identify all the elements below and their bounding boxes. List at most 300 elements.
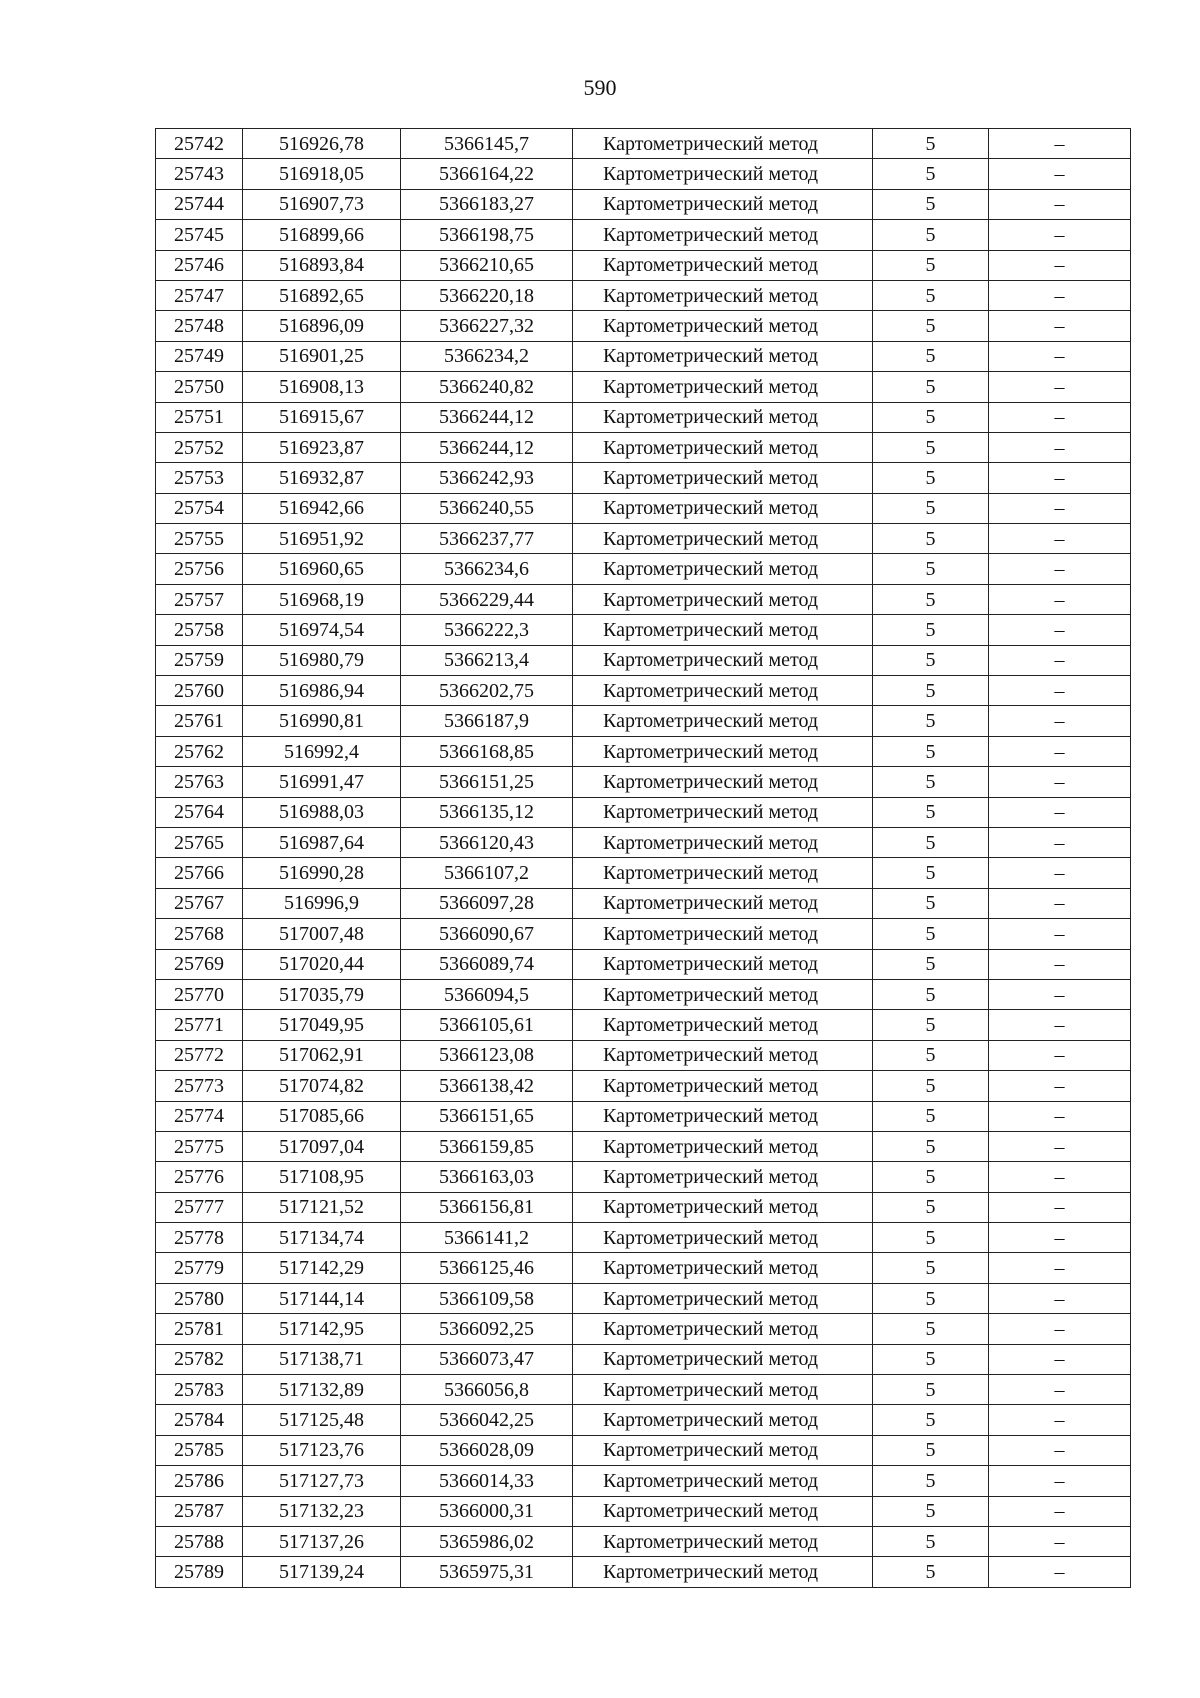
y-coordinate-cell: 5366089,74	[401, 949, 573, 979]
note-cell: –	[989, 372, 1131, 402]
table-row	[156, 1375, 1131, 1405]
y-coordinate-cell: 5366213,4	[401, 645, 573, 675]
point-number-cell: 25742	[156, 129, 243, 159]
point-number-cell: 25785	[156, 1435, 243, 1465]
table-row	[156, 1435, 1131, 1465]
x-coordinate-cell: 517085,66	[243, 1101, 401, 1131]
table-row	[156, 827, 1131, 857]
x-coordinate-cell: 516990,28	[243, 858, 401, 888]
point-number-cell: 25789	[156, 1557, 243, 1587]
table-row	[156, 311, 1131, 341]
y-coordinate-cell: 5366135,12	[401, 797, 573, 827]
x-coordinate-cell: 516893,84	[243, 250, 401, 280]
y-coordinate-cell: 5366138,42	[401, 1071, 573, 1101]
x-coordinate-cell: 516980,79	[243, 645, 401, 675]
table-row	[156, 1162, 1131, 1192]
coordinates-table-body	[156, 129, 1131, 1588]
note-cell: –	[989, 888, 1131, 918]
table-row	[156, 463, 1131, 493]
accuracy-cell: 5	[873, 584, 989, 614]
y-coordinate-cell: 5366097,28	[401, 888, 573, 918]
accuracy-cell: 5	[873, 311, 989, 341]
point-number-cell: 25766	[156, 858, 243, 888]
point-number-cell: 25748	[156, 311, 243, 341]
accuracy-cell: 5	[873, 676, 989, 706]
note-cell: –	[989, 1466, 1131, 1496]
point-number-cell: 25745	[156, 220, 243, 250]
x-coordinate-cell: 516892,65	[243, 280, 401, 310]
x-coordinate-cell: 516899,66	[243, 220, 401, 250]
point-number-cell: 25758	[156, 615, 243, 645]
accuracy-cell: 5	[873, 797, 989, 827]
x-coordinate-cell: 517121,52	[243, 1192, 401, 1222]
x-coordinate-cell: 516987,64	[243, 827, 401, 857]
accuracy-cell: 5	[873, 1496, 989, 1526]
note-cell: –	[989, 706, 1131, 736]
method-cell: Картометрический метод	[573, 1040, 873, 1070]
y-coordinate-cell: 5366164,22	[401, 159, 573, 189]
method-cell: Картометрический метод	[573, 676, 873, 706]
x-coordinate-cell: 516996,9	[243, 888, 401, 918]
table-row	[156, 888, 1131, 918]
method-cell: Картометрический метод	[573, 1344, 873, 1374]
accuracy-cell: 5	[873, 1557, 989, 1587]
y-coordinate-cell: 5366244,12	[401, 402, 573, 432]
note-cell: –	[989, 280, 1131, 310]
accuracy-cell: 5	[873, 129, 989, 159]
table-row	[156, 1466, 1131, 1496]
method-cell: Картометрический метод	[573, 1162, 873, 1192]
point-number-cell: 25762	[156, 736, 243, 766]
x-coordinate-cell: 516932,87	[243, 463, 401, 493]
x-coordinate-cell: 517007,48	[243, 919, 401, 949]
point-number-cell: 25755	[156, 524, 243, 554]
method-cell: Картометрический метод	[573, 1283, 873, 1313]
accuracy-cell: 5	[873, 919, 989, 949]
y-coordinate-cell: 5366202,75	[401, 676, 573, 706]
point-number-cell: 25775	[156, 1131, 243, 1161]
y-coordinate-cell: 5366151,65	[401, 1101, 573, 1131]
point-number-cell: 25750	[156, 372, 243, 402]
method-cell: Картометрический метод	[573, 1192, 873, 1222]
x-coordinate-cell: 516907,73	[243, 189, 401, 219]
accuracy-cell: 5	[873, 1283, 989, 1313]
x-coordinate-cell: 516942,66	[243, 493, 401, 523]
method-cell: Картометрический метод	[573, 554, 873, 584]
accuracy-cell: 5	[873, 1101, 989, 1131]
note-cell: –	[989, 949, 1131, 979]
point-number-cell: 25777	[156, 1192, 243, 1222]
x-coordinate-cell: 517132,89	[243, 1375, 401, 1405]
x-coordinate-cell: 517139,24	[243, 1557, 401, 1587]
point-number-cell: 25744	[156, 189, 243, 219]
table-row	[156, 159, 1131, 189]
point-number-cell: 25753	[156, 463, 243, 493]
y-coordinate-cell: 5366000,31	[401, 1496, 573, 1526]
y-coordinate-cell: 5366187,9	[401, 706, 573, 736]
method-cell: Картометрический метод	[573, 858, 873, 888]
table-row	[156, 858, 1131, 888]
point-number-cell: 25751	[156, 402, 243, 432]
method-cell: Картометрический метод	[573, 1131, 873, 1161]
method-cell: Картометрический метод	[573, 311, 873, 341]
note-cell: –	[989, 1253, 1131, 1283]
note-cell: –	[989, 1040, 1131, 1070]
y-coordinate-cell: 5366145,7	[401, 129, 573, 159]
point-number-cell: 25782	[156, 1344, 243, 1374]
accuracy-cell: 5	[873, 1435, 989, 1465]
accuracy-cell: 5	[873, 189, 989, 219]
note-cell: –	[989, 1314, 1131, 1344]
accuracy-cell: 5	[873, 1131, 989, 1161]
point-number-cell: 25752	[156, 432, 243, 462]
table-row	[156, 1101, 1131, 1131]
point-number-cell: 25779	[156, 1253, 243, 1283]
y-coordinate-cell: 5366109,58	[401, 1283, 573, 1313]
table-row	[156, 1283, 1131, 1313]
method-cell: Картометрический метод	[573, 1010, 873, 1040]
method-cell: Картометрический метод	[573, 736, 873, 766]
method-cell: Картометрический метод	[573, 159, 873, 189]
accuracy-cell: 5	[873, 1040, 989, 1070]
accuracy-cell: 5	[873, 280, 989, 310]
point-number-cell: 25764	[156, 797, 243, 827]
x-coordinate-cell: 517132,23	[243, 1496, 401, 1526]
y-coordinate-cell: 5366094,5	[401, 979, 573, 1009]
point-number-cell: 25776	[156, 1162, 243, 1192]
point-number-cell: 25770	[156, 979, 243, 1009]
accuracy-cell: 5	[873, 1253, 989, 1283]
method-cell: Картометрический метод	[573, 250, 873, 280]
table-row	[156, 736, 1131, 766]
y-coordinate-cell: 5366159,85	[401, 1131, 573, 1161]
note-cell: –	[989, 827, 1131, 857]
accuracy-cell: 5	[873, 1162, 989, 1192]
x-coordinate-cell: 516918,05	[243, 159, 401, 189]
table-row	[156, 797, 1131, 827]
note-cell: –	[989, 524, 1131, 554]
y-coordinate-cell: 5366210,65	[401, 250, 573, 280]
method-cell: Картометрический метод	[573, 1466, 873, 1496]
point-number-cell: 25765	[156, 827, 243, 857]
y-coordinate-cell: 5366229,44	[401, 584, 573, 614]
method-cell: Картометрический метод	[573, 220, 873, 250]
y-coordinate-cell: 5366242,93	[401, 463, 573, 493]
note-cell: –	[989, 1496, 1131, 1526]
point-number-cell: 25773	[156, 1071, 243, 1101]
table-row	[156, 1071, 1131, 1101]
y-coordinate-cell: 5366107,2	[401, 858, 573, 888]
table-row	[156, 615, 1131, 645]
y-coordinate-cell: 5366028,09	[401, 1435, 573, 1465]
table-row	[156, 979, 1131, 1009]
method-cell: Картометрический метод	[573, 645, 873, 675]
x-coordinate-cell: 516992,4	[243, 736, 401, 766]
y-coordinate-cell: 5366244,12	[401, 432, 573, 462]
note-cell: –	[989, 1526, 1131, 1556]
method-cell: Картометрический метод	[573, 1223, 873, 1253]
x-coordinate-cell: 517142,29	[243, 1253, 401, 1283]
method-cell: Картометрический метод	[573, 341, 873, 371]
table-row	[156, 1557, 1131, 1587]
accuracy-cell: 5	[873, 767, 989, 797]
note-cell: –	[989, 797, 1131, 827]
method-cell: Картометрический метод	[573, 189, 873, 219]
x-coordinate-cell: 516908,13	[243, 372, 401, 402]
accuracy-cell: 5	[873, 1405, 989, 1435]
note-cell: –	[989, 615, 1131, 645]
method-cell: Картометрический метод	[573, 827, 873, 857]
x-coordinate-cell: 516896,09	[243, 311, 401, 341]
method-cell: Картометрический метод	[573, 797, 873, 827]
method-cell: Картометрический метод	[573, 1557, 873, 1587]
y-coordinate-cell: 5365975,31	[401, 1557, 573, 1587]
method-cell: Картометрический метод	[573, 432, 873, 462]
method-cell: Картометрический метод	[573, 1526, 873, 1556]
point-number-cell: 25743	[156, 159, 243, 189]
table-row	[156, 706, 1131, 736]
y-coordinate-cell: 5366237,77	[401, 524, 573, 554]
note-cell: –	[989, 584, 1131, 614]
table-row	[156, 919, 1131, 949]
accuracy-cell: 5	[873, 858, 989, 888]
y-coordinate-cell: 5366156,81	[401, 1192, 573, 1222]
note-cell: –	[989, 1101, 1131, 1131]
point-number-cell: 25774	[156, 1101, 243, 1131]
method-cell: Картометрический метод	[573, 463, 873, 493]
x-coordinate-cell: 517142,95	[243, 1314, 401, 1344]
x-coordinate-cell: 516951,92	[243, 524, 401, 554]
accuracy-cell: 5	[873, 1314, 989, 1344]
point-number-cell: 25754	[156, 493, 243, 523]
y-coordinate-cell: 5366198,75	[401, 220, 573, 250]
note-cell: –	[989, 858, 1131, 888]
table-row	[156, 372, 1131, 402]
accuracy-cell: 5	[873, 432, 989, 462]
point-number-cell: 25783	[156, 1375, 243, 1405]
x-coordinate-cell: 517049,95	[243, 1010, 401, 1040]
point-number-cell: 25784	[156, 1405, 243, 1435]
accuracy-cell: 5	[873, 1466, 989, 1496]
accuracy-cell: 5	[873, 554, 989, 584]
y-coordinate-cell: 5366090,67	[401, 919, 573, 949]
point-number-cell: 25781	[156, 1314, 243, 1344]
note-cell: –	[989, 1283, 1131, 1313]
accuracy-cell: 5	[873, 524, 989, 554]
table-row	[156, 1405, 1131, 1435]
method-cell: Картометрический метод	[573, 1405, 873, 1435]
point-number-cell: 25760	[156, 676, 243, 706]
point-number-cell: 25761	[156, 706, 243, 736]
method-cell: Картометрический метод	[573, 706, 873, 736]
method-cell: Картометрический метод	[573, 1253, 873, 1283]
note-cell: –	[989, 919, 1131, 949]
method-cell: Картометрический метод	[573, 1101, 873, 1131]
table-row	[156, 189, 1131, 219]
table-row	[156, 676, 1131, 706]
note-cell: –	[989, 645, 1131, 675]
x-coordinate-cell: 516915,67	[243, 402, 401, 432]
accuracy-cell: 5	[873, 1344, 989, 1374]
accuracy-cell: 5	[873, 372, 989, 402]
x-coordinate-cell: 516991,47	[243, 767, 401, 797]
note-cell: –	[989, 1344, 1131, 1374]
y-coordinate-cell: 5366168,85	[401, 736, 573, 766]
method-cell: Картометрический метод	[573, 493, 873, 523]
accuracy-cell: 5	[873, 159, 989, 189]
table-row	[156, 1314, 1131, 1344]
accuracy-cell: 5	[873, 949, 989, 979]
table-row	[156, 1192, 1131, 1222]
note-cell: –	[989, 129, 1131, 159]
point-number-cell: 25768	[156, 919, 243, 949]
accuracy-cell: 5	[873, 1526, 989, 1556]
point-number-cell: 25786	[156, 1466, 243, 1496]
note-cell: –	[989, 1162, 1131, 1192]
table-row	[156, 1253, 1131, 1283]
x-coordinate-cell: 517125,48	[243, 1405, 401, 1435]
x-coordinate-cell: 517020,44	[243, 949, 401, 979]
note-cell: –	[989, 554, 1131, 584]
x-coordinate-cell: 517035,79	[243, 979, 401, 1009]
y-coordinate-cell: 5366163,03	[401, 1162, 573, 1192]
note-cell: –	[989, 1131, 1131, 1161]
table-row	[156, 250, 1131, 280]
y-coordinate-cell: 5366227,32	[401, 311, 573, 341]
table-row	[156, 524, 1131, 554]
note-cell: –	[989, 736, 1131, 766]
method-cell: Картометрический метод	[573, 979, 873, 1009]
x-coordinate-cell: 516974,54	[243, 615, 401, 645]
y-coordinate-cell: 5366042,25	[401, 1405, 573, 1435]
method-cell: Картометрический метод	[573, 280, 873, 310]
x-coordinate-cell: 516901,25	[243, 341, 401, 371]
point-number-cell: 25787	[156, 1496, 243, 1526]
accuracy-cell: 5	[873, 1223, 989, 1253]
method-cell: Картометрический метод	[573, 1071, 873, 1101]
y-coordinate-cell: 5366014,33	[401, 1466, 573, 1496]
y-coordinate-cell: 5366125,46	[401, 1253, 573, 1283]
y-coordinate-cell: 5366240,82	[401, 372, 573, 402]
note-cell: –	[989, 341, 1131, 371]
x-coordinate-cell: 517074,82	[243, 1071, 401, 1101]
y-coordinate-cell: 5366105,61	[401, 1010, 573, 1040]
y-coordinate-cell: 5366234,2	[401, 341, 573, 371]
method-cell: Картометрический метод	[573, 372, 873, 402]
note-cell: –	[989, 767, 1131, 797]
point-number-cell: 25780	[156, 1283, 243, 1313]
x-coordinate-cell: 516960,65	[243, 554, 401, 584]
accuracy-cell: 5	[873, 250, 989, 280]
method-cell: Картометрический метод	[573, 129, 873, 159]
point-number-cell: 25746	[156, 250, 243, 280]
x-coordinate-cell: 516986,94	[243, 676, 401, 706]
x-coordinate-cell: 516990,81	[243, 706, 401, 736]
accuracy-cell: 5	[873, 220, 989, 250]
point-number-cell: 25747	[156, 280, 243, 310]
point-number-cell: 25772	[156, 1040, 243, 1070]
table-row	[156, 767, 1131, 797]
point-number-cell: 25788	[156, 1526, 243, 1556]
note-cell: –	[989, 1375, 1131, 1405]
y-coordinate-cell: 5366092,25	[401, 1314, 573, 1344]
point-number-cell: 25759	[156, 645, 243, 675]
table-row	[156, 341, 1131, 371]
point-number-cell: 25757	[156, 584, 243, 614]
method-cell: Картометрический метод	[573, 1314, 873, 1344]
table-row	[156, 280, 1131, 310]
y-coordinate-cell: 5366183,27	[401, 189, 573, 219]
x-coordinate-cell: 516988,03	[243, 797, 401, 827]
method-cell: Картометрический метод	[573, 402, 873, 432]
x-coordinate-cell: 517108,95	[243, 1162, 401, 1192]
note-cell: –	[989, 189, 1131, 219]
note-cell: –	[989, 979, 1131, 1009]
method-cell: Картометрический метод	[573, 1435, 873, 1465]
x-coordinate-cell: 517134,74	[243, 1223, 401, 1253]
accuracy-cell: 5	[873, 736, 989, 766]
table-row	[156, 554, 1131, 584]
table-row	[156, 1344, 1131, 1374]
point-number-cell: 25763	[156, 767, 243, 797]
method-cell: Картометрический метод	[573, 1496, 873, 1526]
note-cell: –	[989, 1071, 1131, 1101]
table-row	[156, 584, 1131, 614]
note-cell: –	[989, 1557, 1131, 1587]
method-cell: Картометрический метод	[573, 615, 873, 645]
accuracy-cell: 5	[873, 1010, 989, 1040]
x-coordinate-cell: 517127,73	[243, 1466, 401, 1496]
note-cell: –	[989, 220, 1131, 250]
accuracy-cell: 5	[873, 1192, 989, 1222]
x-coordinate-cell: 516926,78	[243, 129, 401, 159]
x-coordinate-cell: 517144,14	[243, 1283, 401, 1313]
accuracy-cell: 5	[873, 402, 989, 432]
x-coordinate-cell: 517062,91	[243, 1040, 401, 1070]
accuracy-cell: 5	[873, 341, 989, 371]
accuracy-cell: 5	[873, 493, 989, 523]
x-coordinate-cell: 516923,87	[243, 432, 401, 462]
note-cell: –	[989, 1010, 1131, 1040]
x-coordinate-cell: 517138,71	[243, 1344, 401, 1374]
table-row	[156, 645, 1131, 675]
method-cell: Картометрический метод	[573, 524, 873, 554]
y-coordinate-cell: 5366141,2	[401, 1223, 573, 1253]
x-coordinate-cell: 517137,26	[243, 1526, 401, 1556]
point-number-cell: 25769	[156, 949, 243, 979]
page-number: 590	[583, 75, 617, 100]
y-coordinate-cell: 5366240,55	[401, 493, 573, 523]
note-cell: –	[989, 250, 1131, 280]
table-row	[156, 493, 1131, 523]
point-number-cell: 25756	[156, 554, 243, 584]
method-cell: Картометрический метод	[573, 919, 873, 949]
note-cell: –	[989, 493, 1131, 523]
note-cell: –	[989, 159, 1131, 189]
y-coordinate-cell: 5366234,6	[401, 554, 573, 584]
x-coordinate-cell: 517123,76	[243, 1435, 401, 1465]
accuracy-cell: 5	[873, 645, 989, 675]
y-coordinate-cell: 5366151,25	[401, 767, 573, 797]
method-cell: Картометрический метод	[573, 767, 873, 797]
accuracy-cell: 5	[873, 1375, 989, 1405]
accuracy-cell: 5	[873, 979, 989, 1009]
accuracy-cell: 5	[873, 827, 989, 857]
note-cell: –	[989, 676, 1131, 706]
table-row	[156, 1010, 1131, 1040]
table-row	[156, 1223, 1131, 1253]
note-cell: –	[989, 1223, 1131, 1253]
